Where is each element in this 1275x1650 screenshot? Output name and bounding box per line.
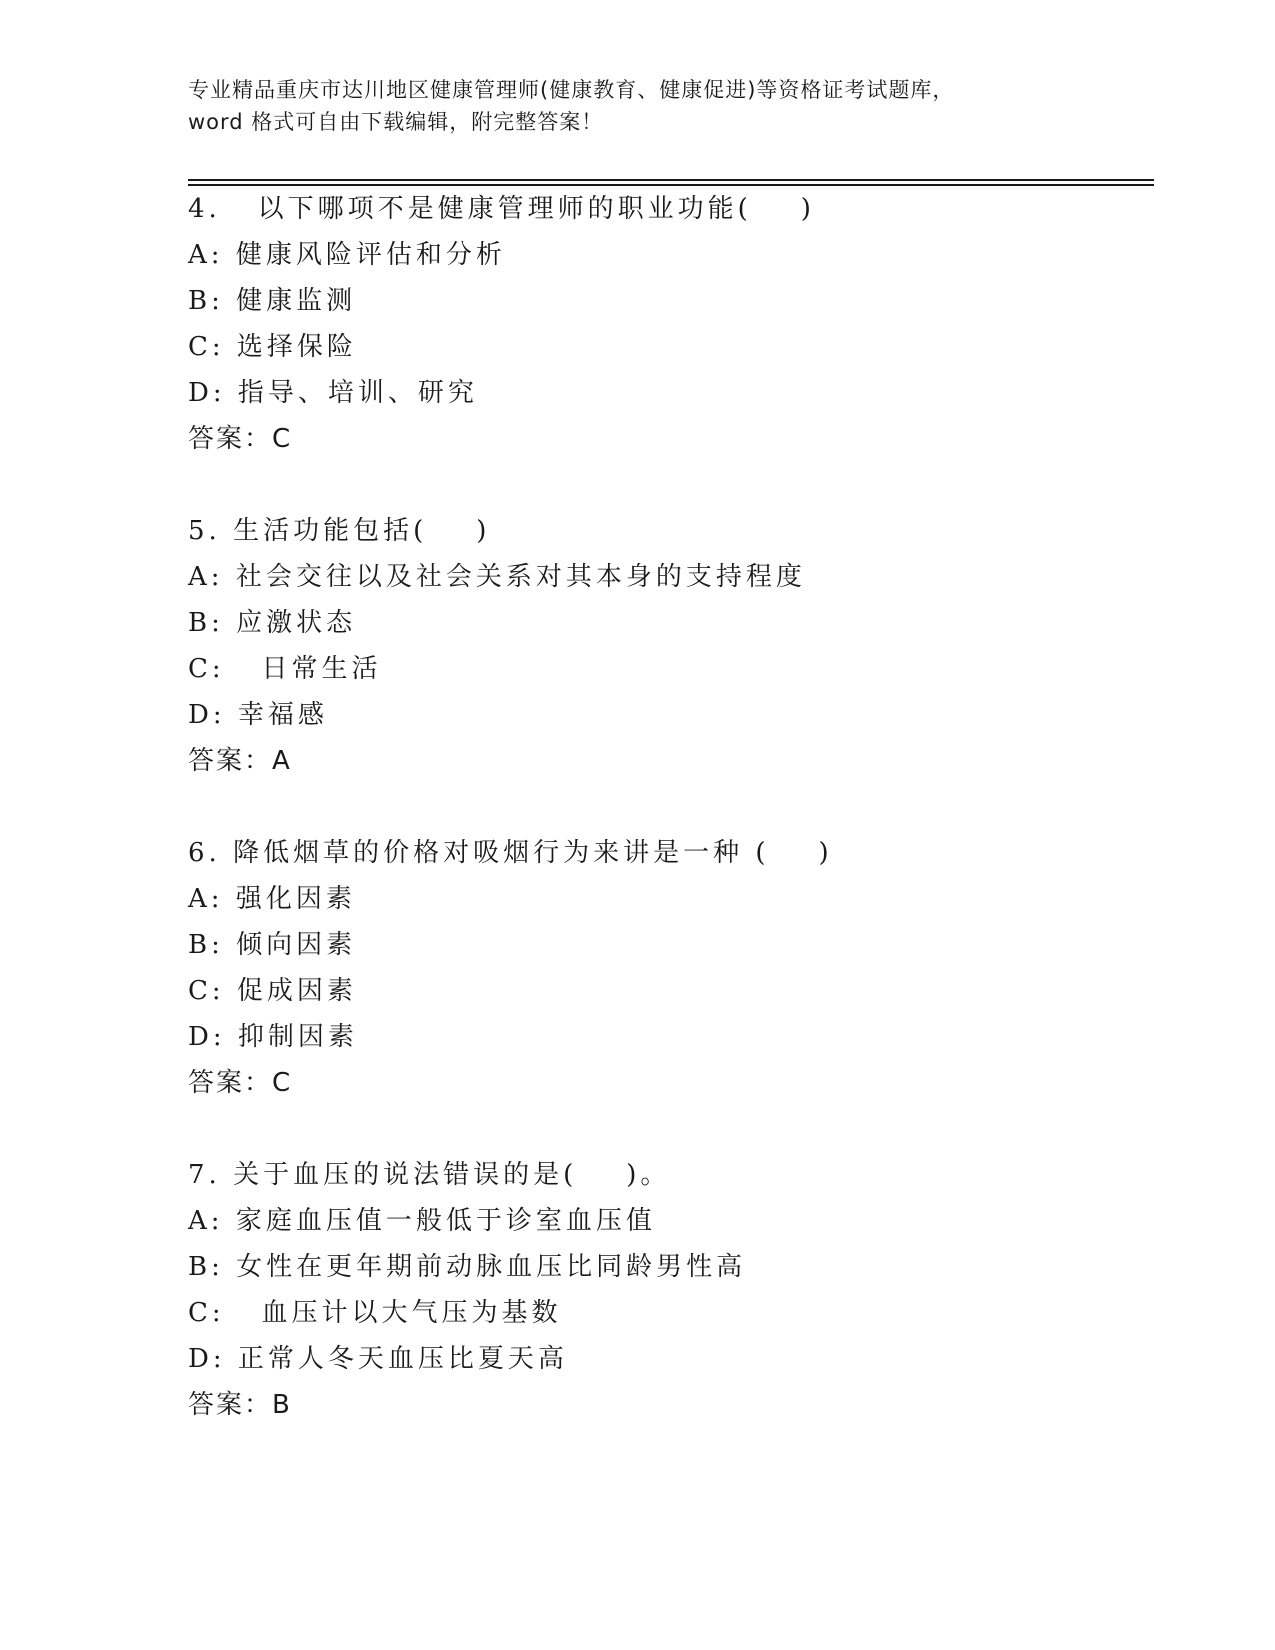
option-text: 女性在更年期前动脉血压比同龄男性高 xyxy=(236,1252,747,1282)
option-c xyxy=(188,324,1148,370)
answer-value: C xyxy=(272,424,293,454)
option-key: C: xyxy=(188,1298,225,1328)
question-spacer xyxy=(188,462,1148,508)
question-7 xyxy=(188,1152,1148,1428)
option-d xyxy=(188,1014,1148,1060)
option-text: 强化因素 xyxy=(235,884,356,914)
option-text: 健康监测 xyxy=(236,286,357,316)
option-text: 指导、培训、研究 xyxy=(237,378,478,408)
option-key: D: xyxy=(188,1344,226,1374)
option-key: D: xyxy=(188,378,226,408)
question-number: 4. xyxy=(188,194,221,224)
option-text: 应激状态 xyxy=(236,608,357,638)
question-title xyxy=(188,1152,1148,1198)
option-text: 日常生活 xyxy=(236,654,382,684)
option-key: B: xyxy=(188,1252,224,1282)
answer-label: 答案： xyxy=(188,1068,273,1098)
option-a xyxy=(188,876,1148,922)
answer-value: A xyxy=(272,746,292,776)
option-key: C: xyxy=(188,654,225,684)
option-text: 抑制因素 xyxy=(237,1022,358,1052)
question-text: 生活功能包括( ) xyxy=(233,516,491,546)
header-line-1: 专业精品重庆市达川地区健康管理师(健康教育、健康促进)等资格证考试题库， xyxy=(188,78,955,102)
option-a xyxy=(188,232,1148,278)
option-key: C: xyxy=(188,332,225,362)
option-c xyxy=(188,1290,1148,1336)
option-b xyxy=(188,600,1148,646)
option-text: 健康风险评估和分析 xyxy=(235,240,506,270)
answer-line xyxy=(188,416,1148,462)
option-d xyxy=(188,1336,1148,1382)
option-key: D: xyxy=(188,700,226,730)
option-b xyxy=(188,922,1148,968)
option-key: A: xyxy=(188,1206,224,1236)
option-key: B: xyxy=(188,930,224,960)
question-number: 7. xyxy=(188,1160,221,1190)
question-spacer xyxy=(188,1106,1148,1152)
option-key: A: xyxy=(188,240,224,270)
answer-line xyxy=(188,1060,1148,1106)
option-a xyxy=(188,554,1148,600)
question-6 xyxy=(188,830,1148,1106)
document-header xyxy=(188,74,1088,138)
question-number: 6. xyxy=(188,838,221,868)
question-title xyxy=(188,508,1148,554)
option-d xyxy=(188,370,1148,416)
answer-value: B xyxy=(272,1390,292,1420)
question-list xyxy=(188,186,1148,1428)
question-text: 以下哪项不是健康管理师的职业功能( ) xyxy=(233,194,815,224)
option-key: A: xyxy=(188,562,224,592)
option-key: A: xyxy=(188,884,224,914)
option-key: B: xyxy=(188,608,224,638)
option-key: D: xyxy=(188,1022,226,1052)
question-title xyxy=(188,186,1148,232)
answer-line xyxy=(188,1382,1148,1428)
option-text: 正常人冬天血压比夏天高 xyxy=(237,1344,568,1374)
answer-label: 答案： xyxy=(188,746,273,776)
option-b xyxy=(188,278,1148,324)
answer-line xyxy=(188,738,1148,784)
option-b xyxy=(188,1244,1148,1290)
header-divider-top xyxy=(188,179,1154,181)
header-line-2: word 格式可自由下载编辑，附完整答案！ xyxy=(188,110,604,134)
question-text: 关于血压的说法错误的是( )。 xyxy=(233,1160,671,1190)
option-text: 倾向因素 xyxy=(236,930,357,960)
option-text: 促成因素 xyxy=(236,976,357,1006)
question-4 xyxy=(188,186,1148,462)
question-text: 降低烟草的价格对吸烟行为来讲是一种 ( ) xyxy=(233,838,833,868)
question-spacer xyxy=(188,784,1148,830)
option-key: C: xyxy=(188,976,225,1006)
question-5 xyxy=(188,508,1148,784)
option-c xyxy=(188,968,1148,1014)
option-d xyxy=(188,692,1148,738)
option-a xyxy=(188,1198,1148,1244)
option-text: 选择保险 xyxy=(236,332,357,362)
option-text: 血压计以大气压为基数 xyxy=(236,1298,562,1328)
option-key: B: xyxy=(188,286,224,316)
option-text: 家庭血压值一般低于诊室血压值 xyxy=(235,1206,656,1236)
answer-value: C xyxy=(272,1068,293,1098)
answer-label: 答案： xyxy=(188,1390,273,1420)
option-c xyxy=(188,646,1148,692)
question-number: 5. xyxy=(188,516,221,546)
question-title xyxy=(188,830,1148,876)
option-text: 幸福感 xyxy=(237,700,328,730)
answer-label: 答案： xyxy=(188,424,273,454)
option-text: 社会交往以及社会关系对其本身的支持程度 xyxy=(235,562,806,592)
